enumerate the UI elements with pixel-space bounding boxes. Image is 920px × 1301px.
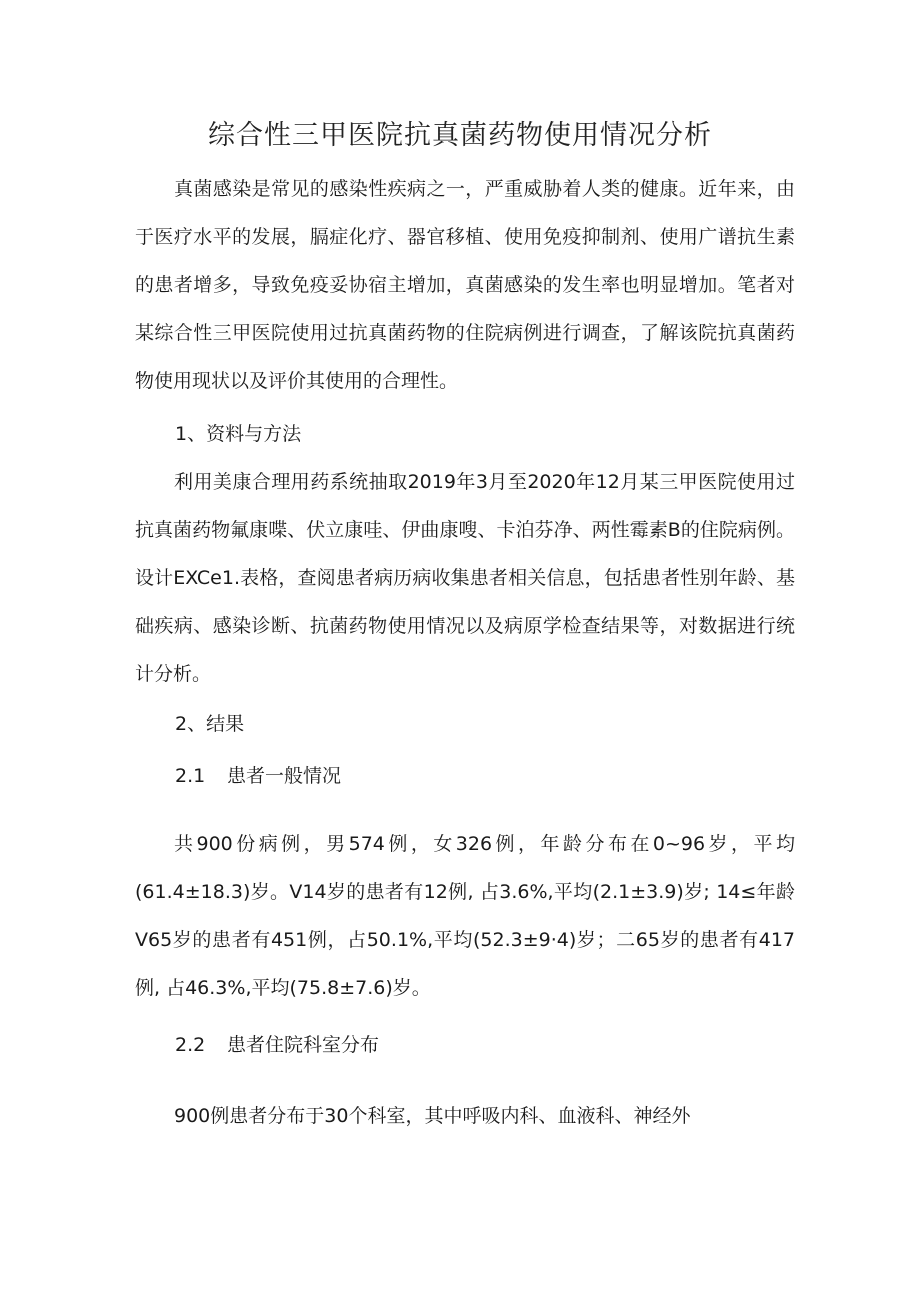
subsection-2-1-paragraph — [135, 820, 795, 1012]
section-1-paragraph — [135, 458, 795, 698]
section-2-heading: 2、结果 — [175, 713, 245, 735]
document-title: 综合性三甲医院抗真菌药物使用情况分析 — [208, 120, 712, 151]
subsection-2-2-title: 患者住院科室分布 — [227, 1034, 380, 1056]
subsection-2-1-text: 共900份病例，男574例，女326例，年龄分布在0~96岁，平均(61.4±18.3)岁。V14岁的患者有12例, 占3.6%,平均(2.1±3.9)岁; 14≤年龄V65岁的患者有451例，占50.1%,平均(52.3±9·4)岁；二65岁的患者有417例, 占46.3%,平均(75.8±7.6)岁。 — [135, 833, 795, 999]
subsection-2-1-number: 2.1 — [175, 765, 206, 787]
section-1-text: 利用美康合理用药系统抽取2019年3月至2020年12月某三甲医院使用过抗真菌药物氟康喋、伏立康哇、伊曲康嗖、卡泊芬净、两性霉素B的住院病例。设计EXCe1.表格，查阅患者病历病收集患者相关信息，包括患者性别年龄、基础疾病、感染诊断、抗菌药物使用情况以及病原学检查结果等，对数据进行统计分析。 — [135, 471, 795, 685]
subsection-2-2-text: 900例患者分布于30个科室，其中呼吸内科、血液科、神经外 — [174, 1105, 691, 1127]
subsection-2-2-paragraph — [135, 1092, 795, 1140]
intro-paragraph — [135, 165, 795, 405]
subsection-2-2-number: 2.2 — [175, 1034, 206, 1056]
subsection-2-1-title: 患者一般情况 — [227, 765, 342, 787]
intro-text: 真菌感染是常见的感染性疾病之一，严重威胁着人类的健康。近年来，由于医疗水平的发展，膈症化疗、器官移植、使用免疫抑制剂、使用广谱抗生素的患者增多，导致免疫妥协宿主增加，真菌感染的发生率也明显增加。笔者对某综合性三甲医院使用过抗真菌药物的住院病例进行调查，了解该院抗真菌药物使用现状以及评价其使用的合理性。 — [135, 178, 795, 392]
subsection-2-2-heading — [175, 1021, 379, 1069]
section-1-heading: 1、资料与方法 — [175, 423, 302, 445]
subsection-2-1-heading — [175, 752, 341, 800]
